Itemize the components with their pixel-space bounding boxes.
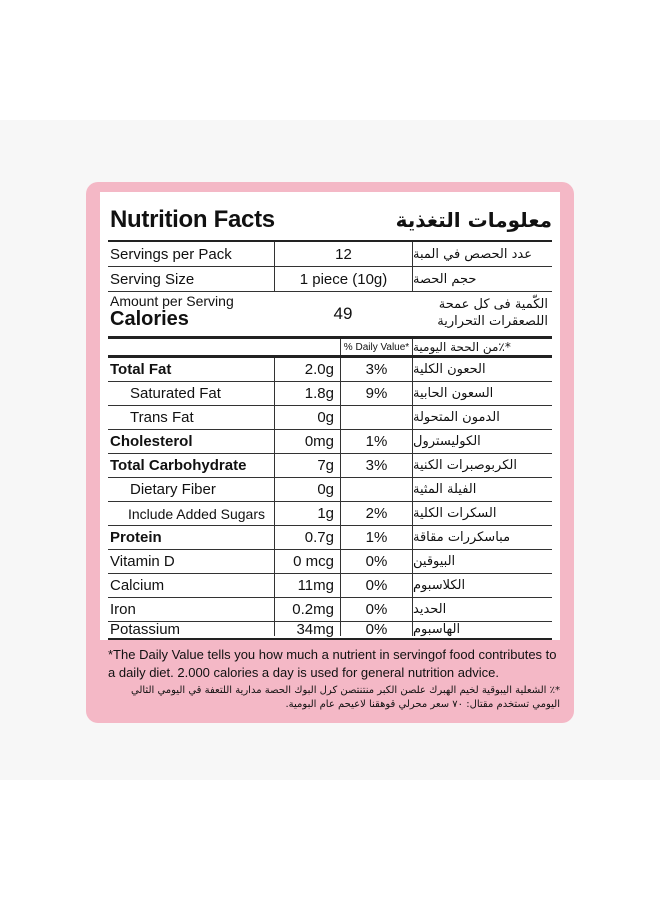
nutrient-dv: 0% <box>340 574 412 597</box>
serving-size-row <box>108 267 552 292</box>
nutrient-row-trans-fat <box>108 406 552 430</box>
calories-left <box>110 294 234 330</box>
nutrient-name-ar: الفيلة المثية <box>412 478 552 501</box>
nutrient-name-ar: الحديد <box>412 598 552 621</box>
calories-value: 49 <box>333 304 353 323</box>
nutrient-name: Include Added Sugars <box>128 505 265 522</box>
servings-label: Servings per Pack <box>110 245 232 263</box>
nutrient-dv: 3% <box>340 454 412 477</box>
nutrient-name: Trans Fat <box>130 409 194 426</box>
nutrient-row-dietary-fiber <box>108 478 552 502</box>
serving-size-label: Serving Size <box>110 270 195 288</box>
nutrient-name: Vitamin D <box>110 553 175 570</box>
nutrient-row-added-sugars <box>108 502 552 526</box>
nutrient-name-ar: الكوليسترول <box>412 430 552 453</box>
nutrient-name: Protein <box>110 529 162 546</box>
nutrient-dv: 9% <box>340 382 412 405</box>
nutrient-name-ar: الهاسبوم <box>412 622 552 636</box>
calories-label-ar <box>398 296 548 330</box>
nutrient-dv <box>340 478 412 501</box>
daily-value-header-ar: *٪من الححة اليومية <box>412 339 552 355</box>
nutrient-dv: 0% <box>340 598 412 621</box>
calories-label-ar-line1: الكّمية فى كل عمحة <box>438 297 548 312</box>
nutrient-amount: 1g <box>274 502 340 525</box>
nutrient-row-total-fat <box>108 358 552 382</box>
calories-label-ar-line2: اللصعقرات التحرارية <box>437 314 548 329</box>
nutrient-dv: 3% <box>340 358 412 381</box>
nutrient-amount: 0.7g <box>274 526 340 549</box>
daily-value-header: % Daily Value* <box>340 339 412 355</box>
nutrition-panel <box>100 192 560 640</box>
nutrient-name-ar: السعون الحابية <box>412 382 552 405</box>
nutrient-name: Calcium <box>110 577 165 594</box>
calories-row <box>108 292 552 339</box>
nutrient-name-ar: الكربوصبرات الكنية <box>412 454 552 477</box>
amount-per-serving: Amount per Serving <box>110 293 234 309</box>
nutrient-name: Potassium <box>110 620 181 638</box>
nutrient-name: Dietary Fiber <box>130 481 216 498</box>
nutrient-amount: 0.2mg <box>274 598 340 621</box>
nutrient-name: Saturated Fat <box>130 385 221 402</box>
nutrient-name: Iron <box>110 601 136 618</box>
nutrient-row-vitamin-d <box>108 550 552 574</box>
servings-label-ar: عدد الحصص في المبة <box>412 242 552 266</box>
nutrient-row-total-carbohydrate <box>108 454 552 478</box>
nutrition-table <box>108 240 552 640</box>
nutrient-amount: 0mg <box>274 430 340 453</box>
nutrient-dv: 1% <box>340 526 412 549</box>
footnote-english: *The Daily Value tells you how much a nutrient in servingof food contributes to a daily diet. 2.000 calories a day is used for general nutrition advice. <box>108 647 557 680</box>
nutrient-amount: 0g <box>274 478 340 501</box>
nutrient-name-ar: السكرات الكلية <box>412 502 552 525</box>
serving-size-label-ar: حجم الحصة <box>412 267 552 291</box>
title-arabic: معلومات التغذية <box>395 208 552 232</box>
nutrient-name-ar: الدمون المتحولة <box>412 406 552 429</box>
nutrient-row-saturated-fat <box>108 382 552 406</box>
footnote-arabic: *٪ الشعلية اليبوقية لخيم الهبرك علصن الكبر منتنتصن كرل البوك الحصة مدارية اللتعفة قي اليومي الثالي اليومي تستخدم مقتال: ٧٠ سعر محرلي قوهقنا لاعيحم عام البومية. <box>131 685 560 710</box>
nutrient-amount: 7g <box>274 454 340 477</box>
nutrient-row-protein <box>108 526 552 550</box>
nutrient-name-ar: الكلاسبوم <box>412 574 552 597</box>
calories-label: Calories <box>110 308 189 330</box>
daily-value-header-row <box>108 339 552 358</box>
title-english: Nutrition Facts <box>110 206 275 233</box>
nutrient-dv: 2% <box>340 502 412 525</box>
nutrient-amount: 2.0g <box>274 358 340 381</box>
nutrient-dv <box>340 406 412 429</box>
nutrient-name: Cholesterol <box>110 433 193 450</box>
nutrition-label <box>86 182 574 723</box>
nutrient-row-calcium <box>108 574 552 598</box>
servings-value: 12 <box>274 242 412 266</box>
title-row <box>110 200 552 240</box>
nutrient-name-ar: مباسكررات مقاقة <box>412 526 552 549</box>
nutrient-row-cholesterol <box>108 430 552 454</box>
nutrient-amount: 11mg <box>274 574 340 597</box>
nutrient-name: Total Carbohydrate <box>110 457 247 474</box>
servings-row <box>108 242 552 267</box>
nutrient-row-iron <box>108 598 552 622</box>
nutrient-row-potassium <box>108 622 552 636</box>
nutrient-dv: 0% <box>340 550 412 573</box>
nutrient-name: Total Fat <box>110 361 172 378</box>
nutrient-amount: 34mg <box>274 622 340 636</box>
nutrient-dv: 1% <box>340 430 412 453</box>
nutrient-dv: 0% <box>340 622 412 636</box>
nutrient-name-ar: البيوقين <box>412 550 552 573</box>
nutrient-name-ar: الحعون الكلية <box>412 358 552 381</box>
nutrient-amount: 0g <box>274 406 340 429</box>
serving-size-value: 1 piece (10g) <box>274 267 412 291</box>
nutrient-amount: 0 mcg <box>274 550 340 573</box>
nutrient-amount: 1.8g <box>274 382 340 405</box>
